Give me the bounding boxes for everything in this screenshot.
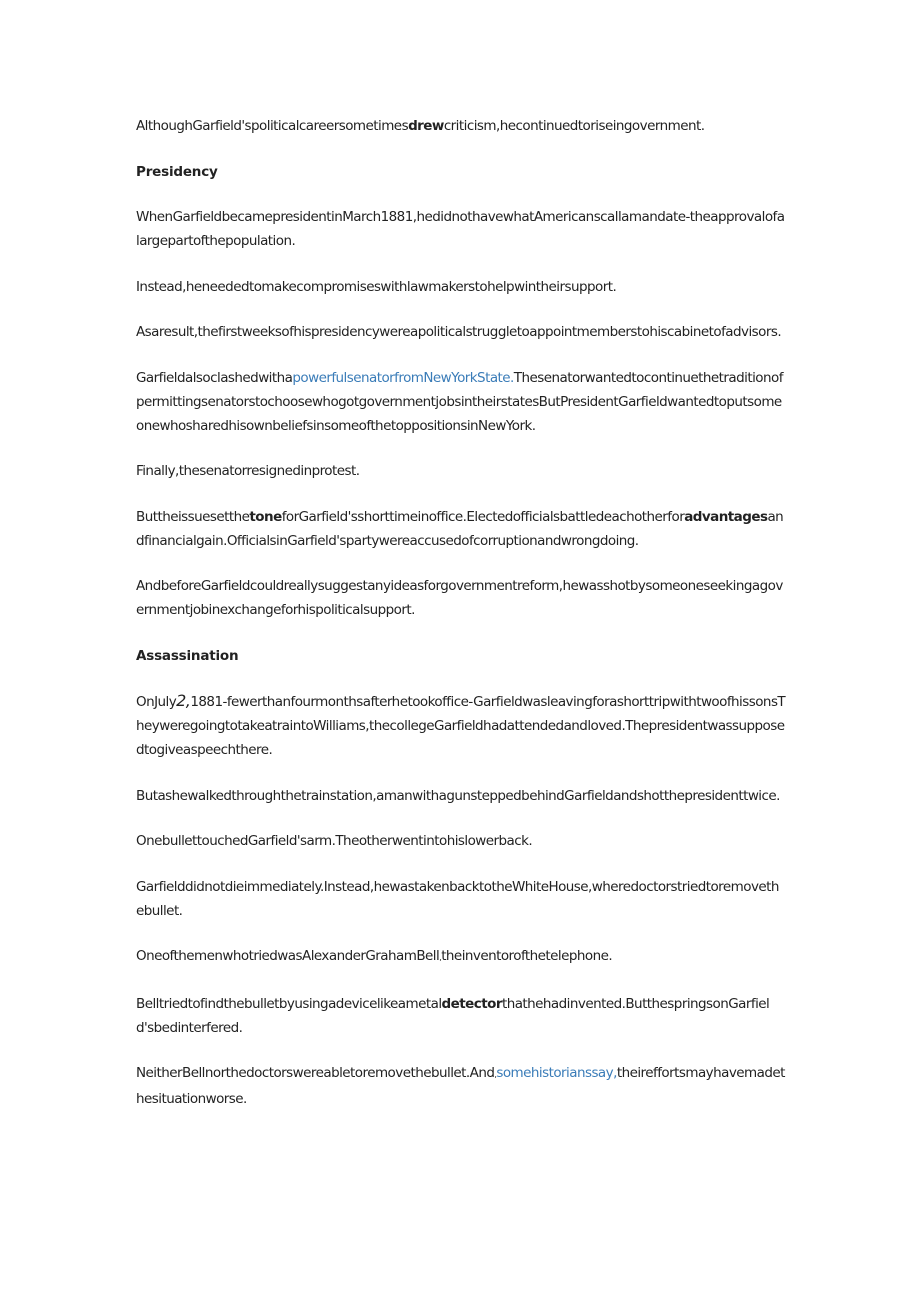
text-span: 1881-fewerthanfourmonthsafterhetookoffice-GarfieldwasleavingforashorttripwithtwoofhissonsTheyweregoingtotakeatraintoWilliams,thecollegeGarfieldhadattendedandloved.Thepresidentwassupposedtogiveaspeechthere. bbox=[136, 694, 786, 758]
bold-word-detector: detector bbox=[441, 995, 502, 1012]
text-span: ThesenatorwantedtocontinuethetraditionofpermittingsenatorstochoosewhogotgovernmentjobsintheirstatesButPresidentGarfieldwantedtoputsomeonewhosharedhisownbeliefsinsomeofthetoppositionsinNewYork. bbox=[136, 369, 783, 434]
text-span: Buttheissuesetthe bbox=[136, 508, 250, 525]
text-span: andfinancialgain.OfficialsinGarfield'spartywereaccusedofcorruptionandwrongdoing. bbox=[136, 508, 784, 549]
text-span: OnJuly bbox=[136, 694, 177, 710]
document-body bbox=[136, 114, 786, 1133]
small-comma: , bbox=[494, 1070, 497, 1079]
text-span: criticism,hecontinuedtoriseingovernment. bbox=[443, 118, 705, 134]
paragraph-senator-clash bbox=[136, 366, 786, 438]
bold-word-drew: drew bbox=[408, 118, 444, 134]
text-span: forGarfield'sshorttimeinoffice.Electedofficialsbattledeachotherfor bbox=[281, 508, 685, 525]
paragraph-criticism bbox=[136, 114, 786, 138]
heading-presidency: Presidency bbox=[136, 163, 218, 180]
paragraph-compromises: Instead,heneededtomakecompromiseswithlawmakerstohelpwintheirsupport. bbox=[136, 278, 617, 295]
text-span: NeitherBellnorthedoctorswereabletoremovethebullet.And bbox=[136, 1065, 495, 1081]
text-span: theireffortsmayhavemadethesituationworse. bbox=[136, 1065, 785, 1107]
text-span: thathehadinvented.ButthespringsonGarfield'sbedinterfered. bbox=[136, 995, 770, 1036]
paragraph-cabinet: Asaresult,thefirstweeksofhispresidencywereapoliticalstruggletoappointmemberstohiscabinetofadvisors. bbox=[136, 324, 782, 340]
text-span: Garfieldalsoclashedwitha bbox=[136, 369, 293, 386]
paragraph-shot: AndbeforeGarfieldcouldreallysuggestanyideasforgovernmentreform,hewasshotbysomeoneseekingagovernmentjobinexchangeforhispoliticalsupport. bbox=[136, 578, 783, 618]
text-span: AlthoughGarfield'spoliticalcareersometimes bbox=[136, 118, 409, 134]
text-span: theinventorofthetelephone. bbox=[441, 948, 613, 964]
date-day: 2, bbox=[176, 691, 191, 710]
paragraph-bullets: OnebullettouchedGarfield'sarm.Theotherwentintohislowerback. bbox=[136, 833, 533, 849]
bold-word-tone: tone bbox=[249, 508, 282, 525]
paragraph-resigned: Finally,thesenatorresignedinprotest. bbox=[136, 463, 360, 479]
text-span: OneofthemenwhotriedwasAlexanderGrahamBell bbox=[136, 948, 440, 964]
text-span: Belltriedtofindthebulletbyusingadevicelikeametal bbox=[136, 995, 442, 1012]
paragraph-mandate: WhenGarfieldbecamepresidentinMarch1881,hedidnothavewhatAmericanscallamandate-theapprovalofalargepartofthepopulation. bbox=[136, 209, 785, 249]
link-new-york-senator[interactable]: powerfulsenatorfromNewYorkState. bbox=[292, 369, 514, 386]
paragraph-july-trip bbox=[136, 689, 786, 762]
paragraph-train-station: Butashewalkedthroughthetrainstation,amanwithagunsteppedbehindGarfieldandshotthepresidenttwice. bbox=[136, 787, 780, 804]
bold-word-advantages: advantages bbox=[684, 508, 768, 525]
paragraph-historians bbox=[136, 1061, 786, 1111]
paragraph-tone bbox=[136, 505, 786, 553]
small-comma: , bbox=[439, 953, 442, 962]
paragraph-bell bbox=[136, 944, 786, 970]
heading-assassination: Assassination bbox=[136, 647, 239, 664]
link-historians[interactable]: somehistorianssay, bbox=[496, 1065, 617, 1081]
paragraph-detector bbox=[136, 992, 786, 1040]
paragraph-white-house: Garfielddidnotdieimmediately.Instead,hewastakenbacktotheWhiteHouse,wheredoctorstriedtoremovethebullet. bbox=[136, 878, 779, 919]
